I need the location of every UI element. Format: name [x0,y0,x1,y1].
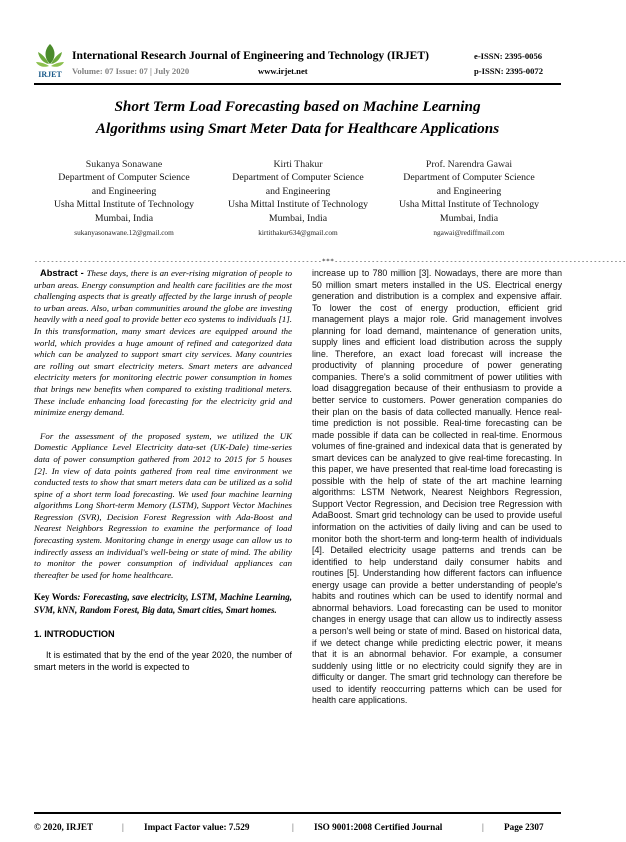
abstract-text-1: These days, there is an ever-rising migration of people to urban areas. Energy consumption and health care facilities are the most challenging aspects that is greatly affected by the large inrush of people to urban areas. Also, urban communities around the globe are investing heavily with a need goal to provide better eco systems to individuals [1]. In this transformation, many smart devices are equipped around the world, which provides a huge amount of refined and categorized data which can be analyzed to support smart city services. Many countries are rolling out smart electricity meters. Smart meters are advanced electricity meters for monitoring electric power consumption in homes that brings new benefits when compared to existing traditional meters. These include enhancing load forecasting for the electricity grid and minimize energy demand. [34,268,292,418]
author-name: Sukanya Sonawane [85,159,163,170]
author-department: Department of Computer Science [232,172,364,184]
abstract [34,268,292,581]
abstract-label: Abstract - [40,268,87,278]
paper-title-line-2: Algorithms using Smart Meter Data for Healthcare Applications [95,120,500,137]
footer-rule [34,812,561,814]
author-department-cont: and Engineering [91,185,157,197]
right-column: increase up to 780 million [3]. Nowadays, there are more than 50 million smart meters installed in the US. Electrical energy generation and distribution is a complex and expensive affair. To lower the cost of energy production, efficient grid management plays a major role. Grid management involves planning for load demand, maintenance of generation units, supply lines and efficient load distribution across the supply line. Therefore, an exact load forecast will increase the productivity of planning procedure of power generating companies. There's a solid commitment of power utilities with load disaggregation because of their enthusiasm to provide a better service to customers. Power generation companies do their plan on the basis of data collected manually. Hence real-time prediction is not possible. Real-time forecasting can be made possible if data can be collected in real-time. Enormous volumes of fine-grained and indexical data that is generated by smart devices can be analyzed to give real-time forecasting. In this paper, we have presented that real-time load forecasting is possible with the help of state of the art machine learning algorithms: LSTM Network, Nearest Neighbors Regression, Support Vector Regression, and Decision tree Regression with AdaBoost. Smart grid technology can be used to provide useful information on the activities of daily living and can be used to monitor both the short-term and long-term health of individuals [4]. Detailed electricity usage patterns and trends can be identified to help understand daily consumer habits and routines [5]. Understanding how different factors can influence energy usage can provide a better understanding of people's habits and routines which can be used to identify normal and abnormal behaviors. Load forecasting can be used to monitor changes in energy usage that can allow us to indirectly assess a person's well being or state of mind. Based on historical data, if we detect change while predicting electric power, it means that it is an abnormal behavior. For example, a consumer suddenly using little or no electricity could signify they are in difficulty or danger. The smart grid technology can therefore be used to identify reoccurring patterns which can be used for health care applications. [312,268,562,706]
footer-copyright: © 2020, IRJET [34,822,94,832]
footer-page-number: Page 2307 [504,822,544,832]
volume-issue: Volume: 07 Issue: 07 | July 2020 [72,66,190,76]
keywords [34,591,292,616]
paper-title [40,96,555,140]
leaf-icon [36,44,64,67]
author-name: Prof. Narendra Gawai [425,159,513,170]
introduction-text: It is estimated that by the end of the year 2020, the number of smart meters in the world is expected to [34,650,292,672]
author-name: Kirti Thakur [273,159,323,170]
keywords-label: Key Words [34,592,78,603]
journal-title: International Research Journal of Engineering and Technology (IRJET) [72,49,429,62]
author-institute: Usha Mittal Institute of Technology [398,199,540,211]
author-email[interactable]: ngawai@rediffmail.com [433,228,505,238]
footer-iso: ISO 9001:2008 Certified Journal [314,822,443,832]
section-separator: ----------------------------------------------------------------------***----------------------------------------------------------------------- [34,257,626,265]
author-block-1 [34,158,214,239]
author-city: Mumbai, India [94,212,154,224]
author-department: Department of Computer Science [403,172,535,184]
author-institute: Usha Mittal Institute of Technology [53,199,195,211]
keywords-text: : Forecasting, save electricity, LSTM, Machine Learning, SVM, kNN, Random Forest, Big data, Smart cities, Smart homes. [34,592,292,616]
author-department-cont: and Engineering [265,185,331,197]
abstract-paragraph-2: For the assessment of the proposed system, we utilized the UK Domestic Appliance Level Electricity data-set (UK-Dale) time-series data of power consumption gathered from 2012 to 2015 for 5 houses [2]. In view of data points gathered from real time environment we conducted tests to show that smart meters data can be utilized as a solid spine of a short term load forecasting. We used four machine learning algorithms Long Short-term Memory (LSTM), Support Vector Machines Regression (SVR), Decision Forest Regression with Ada-Boost and Nearest Neighbors Regression to examine the performance of load forecasting system. Monitoring change in energy usage can allow us to indirectly assess an individual's well-being or state of mind. The ability to monitor the power consumption of individual appliances can thereafter be used for home healthcare. [34,430,292,580]
author-block-2 [208,158,388,239]
p-issn: p-ISSN: 2395-0072 [474,66,543,76]
author-email[interactable]: kirtithakur634@gmail.com [258,228,338,238]
author-institute: Usha Mittal Institute of Technology [227,199,369,211]
author-department-cont: and Engineering [436,185,502,197]
footer-divider: | [482,822,484,832]
footer-impact-factor: Impact Factor value: 7.529 [144,822,250,832]
journal-website[interactable]: www.irjet.net [258,66,308,76]
abstract-paragraph-1 [34,268,292,419]
header-rule [34,83,561,85]
irjet-logo [34,40,66,80]
e-issn: e-ISSN: 2395-0056 [474,51,543,61]
author-city: Mumbai, India [439,212,499,224]
author-department: Department of Computer Science [58,172,190,184]
author-email[interactable]: sukanyasonawane.12@gmail.com [74,228,174,238]
paper-title-line-1: Short Term Load Forecasting based on Machine Learning [114,98,481,115]
left-column [34,268,292,673]
footer-divider: | [122,822,124,832]
footer-divider: | [292,822,294,832]
logo-text: IRJET [38,70,62,79]
section-heading-introduction: 1. INTRODUCTION [34,628,115,639]
author-block-3 [379,158,559,239]
author-city: Mumbai, India [268,212,328,224]
